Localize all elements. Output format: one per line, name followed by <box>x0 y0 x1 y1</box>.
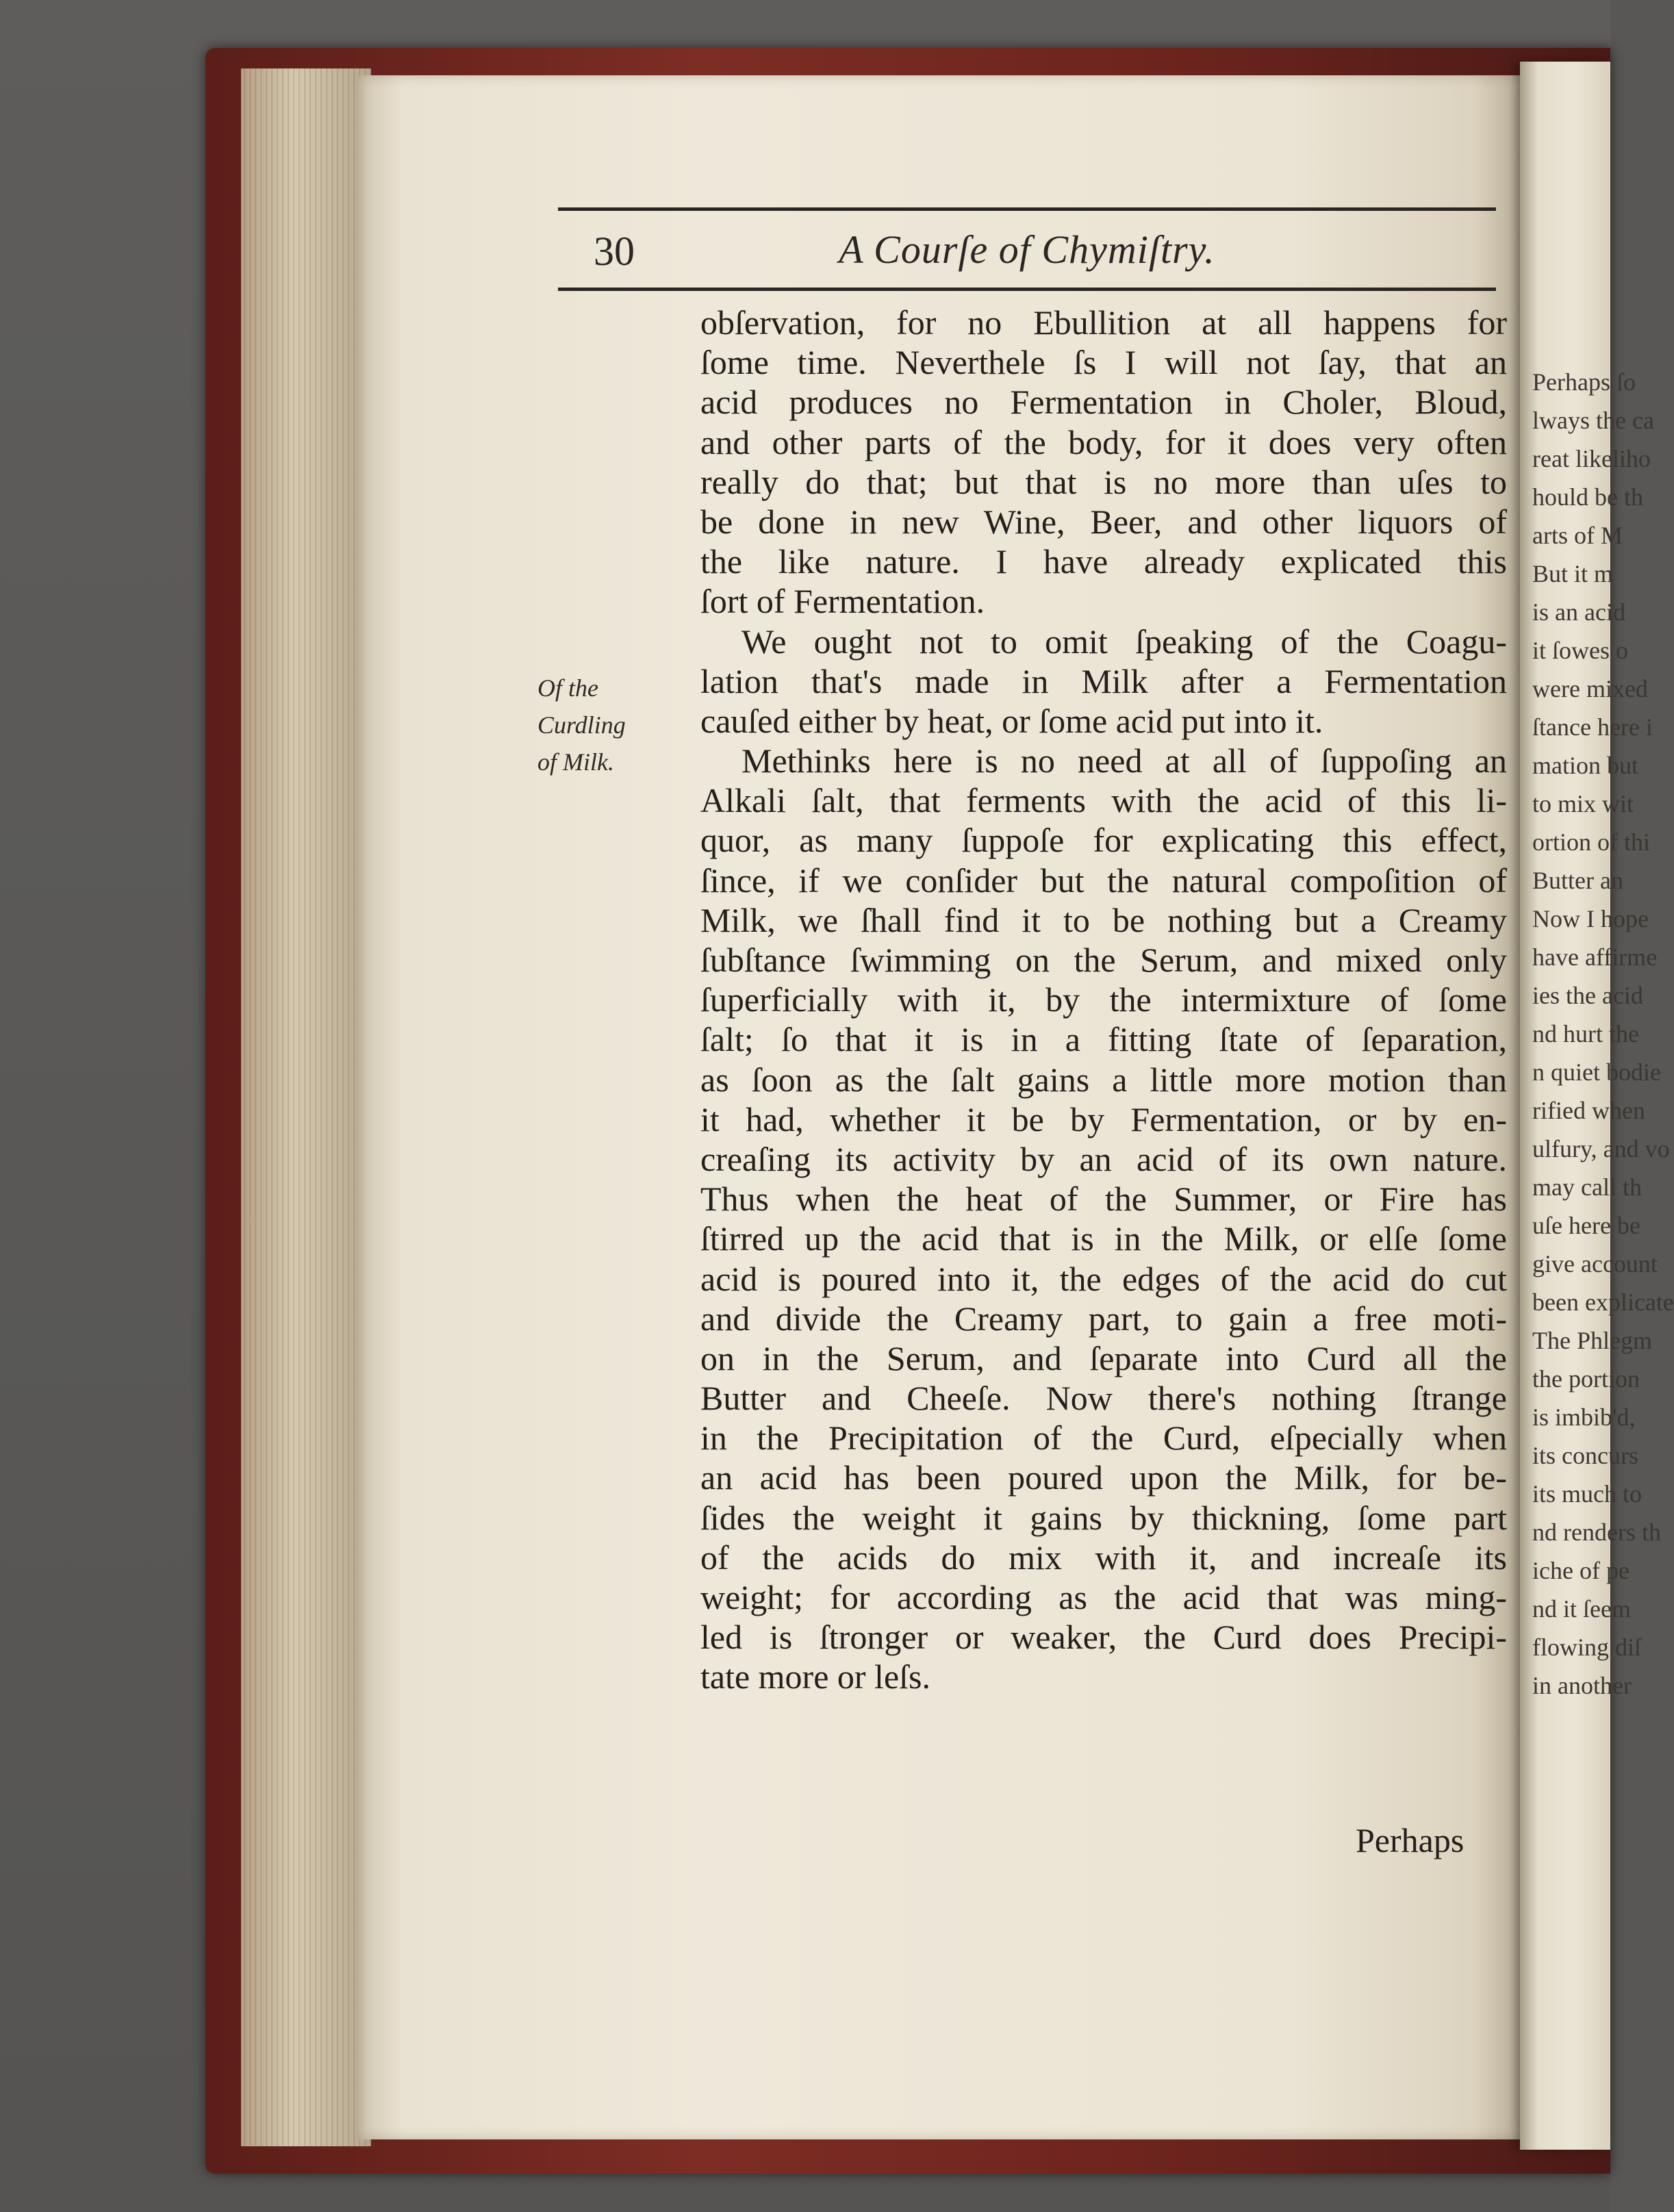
catchword: Perhaps <box>1356 1821 1464 1859</box>
text-line: Butter and Cheeſe. Now there's nothing ſtrange <box>700 1379 1507 1418</box>
facing-page-line: uſe here be <box>1532 1212 1640 1239</box>
facing-page-line: nd it ſeem <box>1532 1595 1631 1623</box>
facing-page-line: nd renders th <box>1532 1518 1661 1546</box>
text-line: lation that's made in Milk after a Fermentation <box>700 661 1507 700</box>
text-line: ſince, if we conſider but the natural compoſition of <box>700 861 1507 900</box>
text-line: ſuperficially with it, by the intermixture of ſome <box>700 980 1507 1019</box>
page-number: 30 <box>594 229 635 274</box>
text-line: Alkali ſalt, that ferments with the acid of this li- <box>700 781 1507 820</box>
facing-page-edge <box>1520 62 1674 2150</box>
facing-page-line: reat likeliho <box>1532 445 1651 472</box>
text-line: ſort of Fermentation. <box>700 582 985 621</box>
facing-page-line: it ſowes o <box>1532 637 1628 664</box>
text-line: ſome time. Neverthele ſs I will not ſay, that an <box>700 343 1507 382</box>
marginal-note-line: Of the <box>537 674 598 702</box>
facing-page-line: were mixed <box>1532 675 1648 702</box>
facing-page-line: may call th <box>1532 1173 1642 1201</box>
text-line: quor, as many ſuppoſe for explicating this effect, <box>700 821 1507 860</box>
text-line: Methinks here is no need at all of ſuppoſing an <box>741 741 1507 780</box>
facing-page-line: ſtance here i <box>1532 713 1653 741</box>
text-line: ſides the weight it gains by thickning, ſome part <box>700 1498 1507 1537</box>
text-line: really do that; but that is no more than uſes to <box>700 462 1507 501</box>
facing-page-line: give account <box>1532 1250 1658 1277</box>
marginal-note-line: of Milk. <box>537 748 614 776</box>
facing-page-line: is imbib'd, <box>1532 1403 1636 1431</box>
text-line: cauſed either by heat, or ſome acid put into it. <box>700 701 1323 740</box>
facing-page-line: ortion of thi <box>1532 828 1650 856</box>
running-head <box>558 218 1496 279</box>
marginal-note-line: Curdling <box>537 711 626 739</box>
facing-page-line: is an acid <box>1532 598 1625 626</box>
facing-page-line: in another <box>1532 1672 1632 1699</box>
facing-page-line: iche of pe <box>1532 1557 1629 1584</box>
facing-page-line: been explicate <box>1532 1288 1674 1316</box>
facing-page-line: mation but <box>1532 752 1638 779</box>
running-title: A Courſe of Chymiſtry. <box>839 227 1215 272</box>
facing-page-line: the portion <box>1532 1365 1640 1393</box>
text-line: weight; for according as the acid that was ming- <box>700 1578 1507 1616</box>
body-text <box>700 303 1507 1697</box>
text-line: an acid has been poured upon the Milk, for be- <box>700 1458 1507 1497</box>
text-line: in the Precipitation of the Curd, eſpecially when <box>700 1419 1507 1458</box>
text-line: Thus when the heat of the Summer, or Fire has <box>700 1180 1507 1219</box>
header-rule-top <box>558 207 1496 211</box>
facing-page-line: The Phlegm <box>1532 1327 1652 1354</box>
facing-page-line: hould be th <box>1532 483 1643 511</box>
facing-page-line: Now I hope <box>1532 905 1649 932</box>
facing-page-line: lways the ca <box>1532 407 1654 434</box>
text-line: ſubſtance ſwimming on the Serum, and mixed only <box>700 941 1507 979</box>
text-line: and divide the Creamy part, to gain a free moti- <box>700 1299 1507 1338</box>
facing-page-line: arts of M <box>1532 522 1623 549</box>
text-line: We ought not to omit ſpeaking of the Coagu- <box>741 622 1507 661</box>
facing-page-text <box>1532 363 1674 1705</box>
facing-page-line: ies the acid <box>1532 982 1643 1009</box>
text-line: acid is poured into it, the edges of the acid do cut <box>700 1259 1507 1298</box>
text-line: obſervation, for no Ebullition at all happens for <box>700 303 1507 342</box>
facing-page-line: have affirme <box>1532 943 1658 971</box>
text-line: and other parts of the body, for it does very often <box>700 422 1507 461</box>
page-edges <box>241 68 371 2146</box>
marginal-note <box>537 670 674 780</box>
facing-page-line: Butter an <box>1532 867 1623 894</box>
facing-page-line: to mix wit <box>1532 790 1634 817</box>
text-line: led is ſtronger or weaker, the Curd does Precipi- <box>700 1618 1507 1657</box>
facing-page-line: its much to <box>1532 1480 1642 1508</box>
header-rule-bottom <box>558 288 1496 291</box>
text-line: the like nature. I have already explicated this <box>700 542 1507 581</box>
text-line: of the acids do mix with it, and increaſe its <box>700 1538 1507 1577</box>
text-line: acid produces no Fermentation in Choler, Bloud, <box>700 383 1507 422</box>
facing-page-line: Perhaps ſo <box>1532 368 1636 396</box>
facing-page-line: its concurs <box>1532 1442 1638 1469</box>
text-line: Milk, we ſhall find it to be nothing but a Creamy <box>700 900 1507 939</box>
facing-page-line: But it m <box>1532 560 1614 587</box>
text-line: ſalt; ſo that it is in a fitting ſtate of ſeparation, <box>700 1020 1507 1059</box>
facing-page-line: nd hurt the <box>1532 1020 1639 1047</box>
text-line: as ſoon as the ſalt gains a little more motion than <box>700 1060 1507 1099</box>
facing-page-line: n quiet bodie <box>1532 1058 1661 1086</box>
facing-page-line: rified when <box>1532 1097 1645 1124</box>
text-line: ſtirred up the acid that is in the Milk, or elſe ſome <box>700 1219 1507 1258</box>
text-line: creaſing its activity by an acid of its own nature. <box>700 1139 1507 1178</box>
text-line: be done in new Wine, Beer, and other liquors of <box>700 502 1507 541</box>
facing-page-line: flowing diſ <box>1532 1633 1641 1661</box>
text-line: tate more or leſs. <box>700 1657 930 1696</box>
text-line: on in the Serum, and ſeparate into Curd all the <box>700 1338 1507 1377</box>
text-line: it had, whether it be by Fermentation, or by en- <box>700 1099 1507 1139</box>
facing-page-line: ulfury, and vo <box>1532 1135 1670 1162</box>
